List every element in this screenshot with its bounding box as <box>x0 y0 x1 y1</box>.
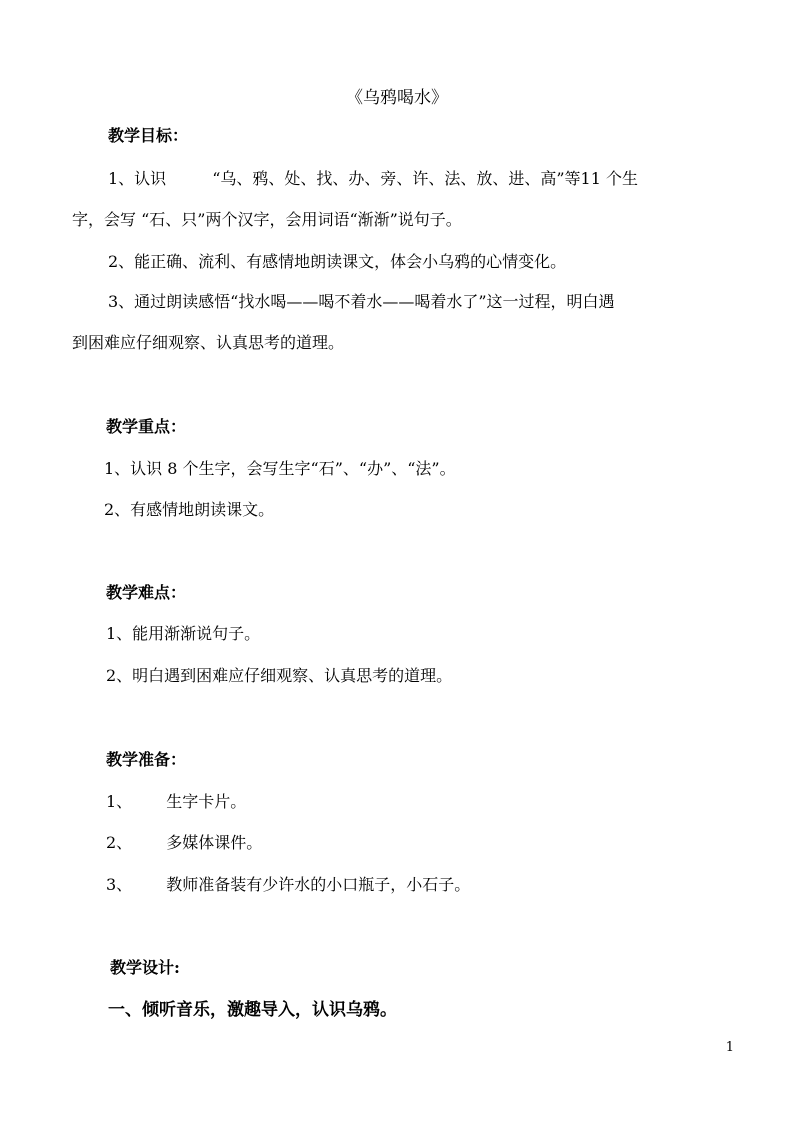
preparation-item-2-number: 2、 <box>106 833 133 852</box>
preparation-item-2 <box>106 833 262 853</box>
preparation-item-3-text: 教师准备装有少许水的小口瓶子，小石子。 <box>166 875 471 894</box>
page-number: 1 <box>725 1040 734 1055</box>
preparation-item-2-text: 多媒体课件。 <box>166 833 263 852</box>
key-points-heading: 教学重点： <box>106 417 187 436</box>
difficulties-heading: 教学难点： <box>106 583 187 602</box>
design-heading: 教学设计: <box>110 958 180 977</box>
key-point-item-2: 2、有感情地朗读课文。 <box>104 500 275 519</box>
preparation-item-1-text: 生字卡片。 <box>166 792 247 811</box>
goal-item-3-continued: 到困难应仔细观察、认真思考的道理。 <box>72 333 345 352</box>
difficulty-item-2: 2、明白遇到困难应仔细观察、认真思考的道理。 <box>106 666 453 685</box>
key-point-item-1: 1、认识 8 个生字，会写生字“石”、“办”、“法”。 <box>104 459 456 478</box>
preparation-item-3-number: 3、 <box>106 875 133 894</box>
goal-item-3: 3、通过朗读感悟“找水喝——喝不着水——喝着水了”这一过程，明白遇 <box>108 292 615 311</box>
preparation-item-3 <box>106 875 470 895</box>
document-title: 《乌鸦喝水》 <box>346 88 448 108</box>
goal-item-1-continued: 字，会写 “石、只”两个汉字，会用词语“渐渐”说句子。 <box>72 210 462 229</box>
design-section-1: 一、倾听音乐，激趣导入，认识乌鸦。 <box>108 1000 397 1020</box>
goal-item-1-text: “乌、鸦、处、找、办、旁、许、法、放、进、高”等11 个生 <box>212 169 638 188</box>
preparation-item-1 <box>106 792 246 812</box>
goal-item-2: 2、能正确、流利、有感情地朗读课文，体会小乌鸦的心情变化。 <box>108 252 567 271</box>
preparation-heading: 教学准备： <box>106 750 187 769</box>
goals-heading: 教学目标： <box>108 126 189 145</box>
goal-item-1-number: 1、认识 <box>108 169 167 188</box>
difficulty-item-1: 1、能用渐渐说句子。 <box>106 624 261 643</box>
preparation-item-1-number: 1、 <box>106 792 133 811</box>
goal-item-1 <box>108 169 638 189</box>
